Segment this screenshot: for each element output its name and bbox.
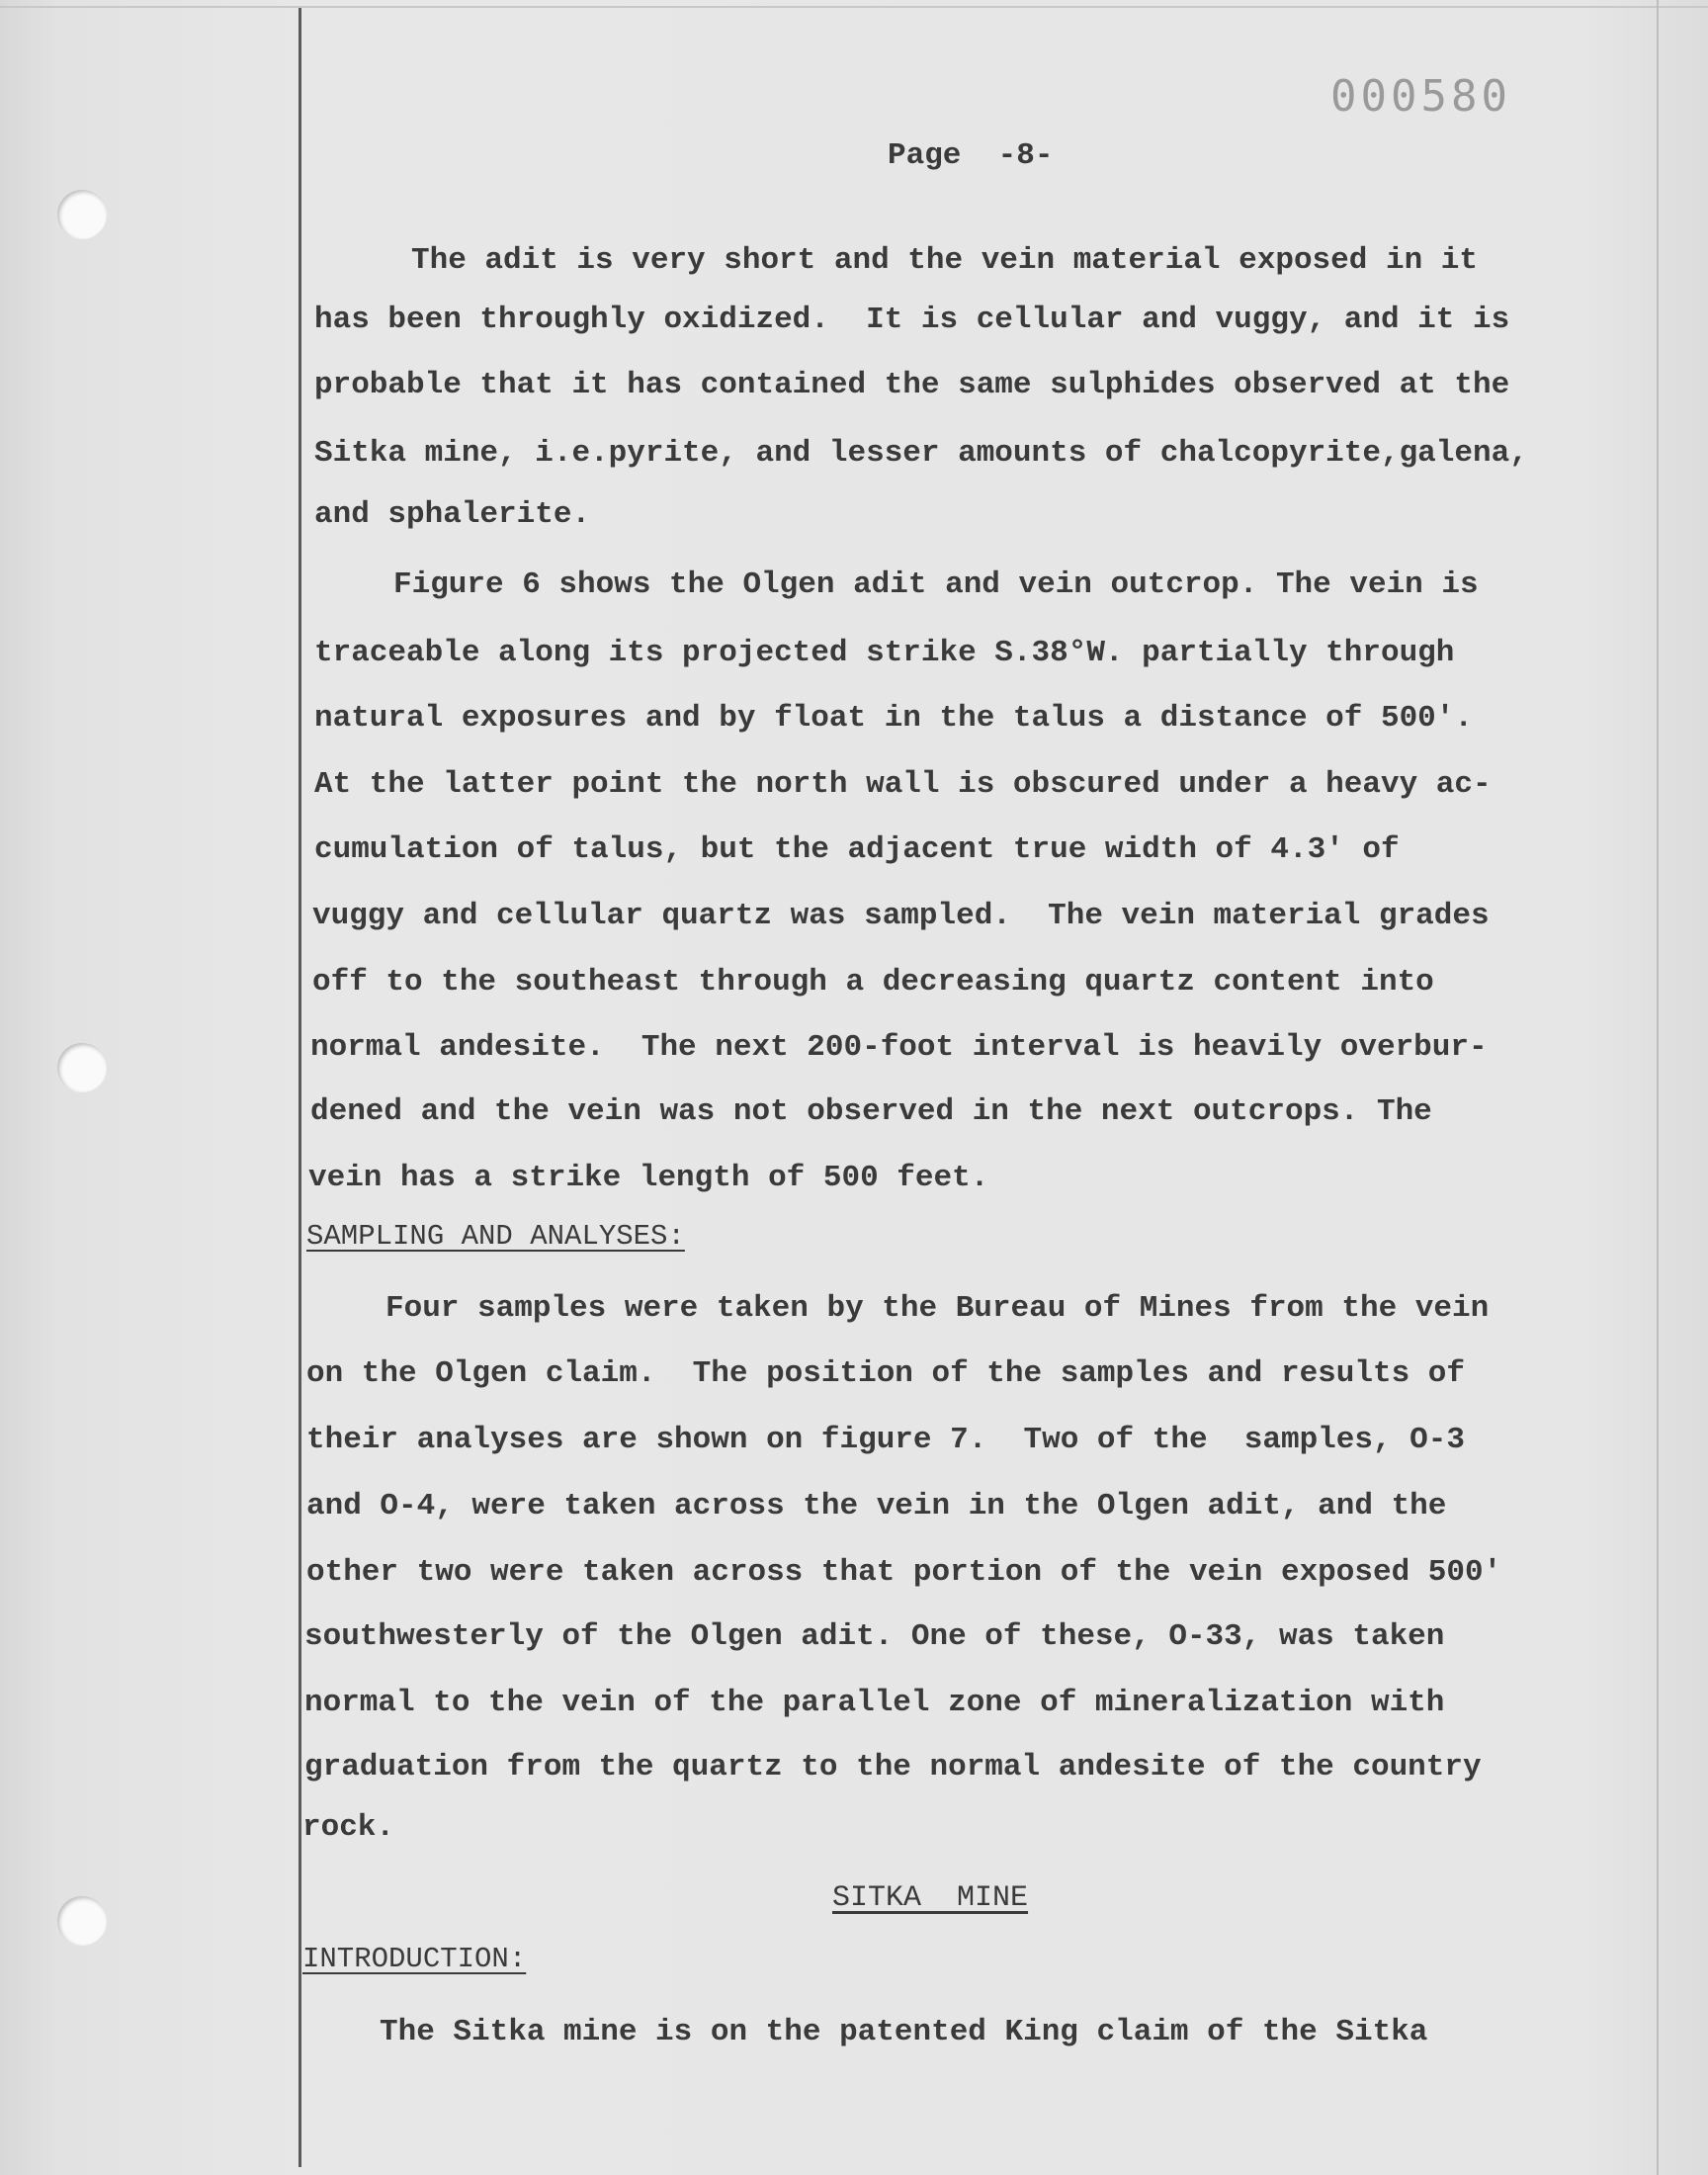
text-line: The Sitka mine is on the patented King claim of the Sitka	[380, 2015, 1428, 2049]
text-line: probable that it has contained the same sulphides observed at the	[314, 368, 1510, 402]
binder-margin-line	[299, 8, 301, 2167]
section-heading-sitka-mine: SITKA MINE	[832, 1881, 1029, 1915]
punch-hole-middle	[57, 1043, 107, 1092]
text-line: off to the southeast through a decreasing quartz content into	[312, 965, 1434, 1000]
text-line: The adit is very short and the vein material exposed in it	[411, 243, 1478, 278]
text-line: At the latter point the north wall is obscured under a heavy ac-	[314, 767, 1492, 802]
text-line: normal to the vein of the parallel zone of mineralization with	[304, 1686, 1445, 1720]
page-top-edge	[0, 6, 1708, 8]
text-line: normal andesite. The next 200-foot interval is heavily overbur-	[310, 1030, 1488, 1065]
text-line: and sphalerite.	[314, 497, 591, 532]
section-heading-introduction: INTRODUCTION:	[302, 1943, 527, 1975]
punch-hole-bottom	[57, 1896, 107, 1946]
text-line: natural exposures and by float in the talus a distance of 500'.	[314, 701, 1473, 736]
text-line: has been throughly oxidized. It is cellular and vuggy, and it is	[314, 303, 1510, 337]
text-line: traceable along its projected strike S.38°W. partially through	[314, 636, 1455, 670]
text-line: cumulation of talus, but the adjacent true width of 4.3' of	[314, 832, 1400, 867]
text-line: vuggy and cellular quartz was sampled. The vein material grades	[312, 899, 1490, 933]
text-line: vein has a strike length of 500 feet.	[308, 1161, 989, 1195]
text-line: graduation from the quartz to the normal andesite of the country	[304, 1750, 1482, 1784]
page-number-heading: Page -8-	[888, 138, 1054, 173]
text-line: on the Olgen claim. The position of the samples and results of	[306, 1356, 1465, 1391]
text-line: and O-4, were taken across the vein in the Olgen adit, and the	[306, 1489, 1447, 1523]
section-heading-sampling: SAMPLING AND ANALYSES:	[306, 1220, 685, 1253]
document-number-stamp: 000580	[1330, 71, 1511, 122]
text-line: Sitka mine, i.e.pyrite, and lesser amounts of chalcopyrite,galena,	[314, 436, 1528, 471]
text-line: other two were taken across that portion of the vein exposed 500'	[306, 1555, 1502, 1590]
text-line: dened and the vein was not observed in the next outcrops. The	[310, 1094, 1432, 1129]
text-line: Figure 6 shows the Olgen adit and vein outcrop. The vein is	[393, 567, 1479, 602]
page-right-edge	[1657, 0, 1659, 2175]
text-line: southwesterly of the Olgen adit. One of these, O-33, was taken	[304, 1619, 1445, 1654]
text-line: Four samples were taken by the Bureau of Mines from the vein	[385, 1291, 1490, 1326]
punch-hole-top	[57, 190, 107, 239]
text-line: rock.	[302, 1810, 395, 1845]
text-line: their analyses are shown on figure 7. Two of the samples, O-3	[306, 1423, 1465, 1457]
